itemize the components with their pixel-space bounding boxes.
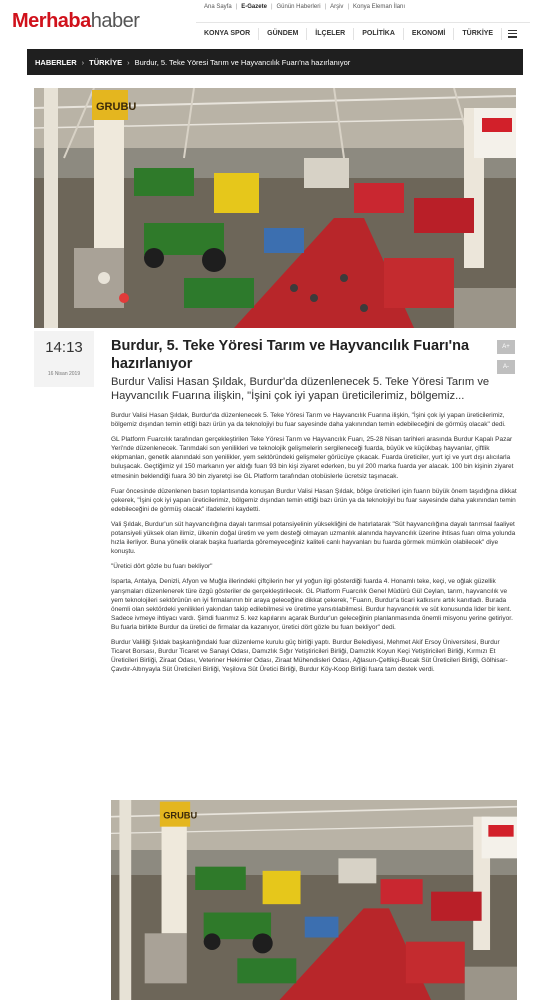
- toplink-home[interactable]: Ana Sayfa: [204, 4, 232, 10]
- logo-part-2: haber: [90, 10, 140, 32]
- nav-turkiye[interactable]: TÜRKİYE: [454, 28, 502, 40]
- logo-part-1: Merhaba: [12, 10, 91, 32]
- nav-gundem[interactable]: GÜNDEM: [259, 28, 307, 40]
- article-paragraph: Fuar öncesinde düzenlenen basın toplantısında konuşan Burdur Valisi Hasan Şıldak, bölge üreticileri için fuarın büyük önem taşıdığına dikkat çekerek, "İşini çok iyi yapan üreticilerimiz, bölgemiz dışından temin ettiği bazı ürün ya da teknolojiyi bu fuar sayesinde daha yakınından temin edebileceğini de görmüş olacak" ifadelerini kaydetti.: [111, 487, 517, 513]
- breadcrumb-section[interactable]: TÜRKİYE: [89, 57, 123, 67]
- site-logo[interactable]: [12, 10, 139, 33]
- fair-photo: [34, 88, 516, 328]
- article-body: [111, 411, 517, 680]
- publish-time-box: [34, 331, 94, 387]
- article-paragraph: Burdur Valisi Hasan Şıldak, Burdur'da düzenlenecek 5. Teke Yöresi Tarım ve Hayvancılık Fuarına ilişkin, "İşini çok iyi yapan üreticilerimiz, bölgemiz dışından temin ettiği bazı ürün ya da teknolojiyi bu fuar sayesinde daha yakınından temin edebileceğini de görmüş olacak" dedi.: [111, 412, 506, 429]
- separator: |: [324, 4, 327, 10]
- nav-konya-spor[interactable]: KONYA SPOR: [196, 28, 259, 40]
- toplink-archive[interactable]: Arşiv: [330, 4, 344, 10]
- top-links: [204, 4, 409, 10]
- hamburger-menu-icon[interactable]: [508, 30, 517, 38]
- nav-ekonomi[interactable]: EKONOMİ: [404, 28, 454, 40]
- banner-text: GRUBU: [96, 101, 137, 113]
- chevron-right-icon: ›: [81, 57, 85, 67]
- chevron-right-icon: ›: [127, 57, 130, 67]
- breadcrumb-current: Burdur, 5. Teke Yöresi Tarım ve Hayvancılık Fuarı'na hazırlanıyor: [134, 57, 351, 67]
- hero-image: [34, 88, 516, 328]
- publish-time: 14:13: [45, 339, 83, 356]
- separator: |: [270, 4, 273, 10]
- font-decrease-button[interactable]: A-: [497, 360, 515, 374]
- article-paragraph: GL Platform Fuarcılık tarafından gerçekleştirilen Teke Yöresi Tarım ve Hayvancılık Fuarı, 25-28 Nisan tarihleri arasında Burdur Kapalı Pazar Yeri'nde düzenlenecek. Tarımdaki son yenilikleri ve teknolojik gelişmelerin sergileneceği fuarda, büyük ve küçükbaş hayvanlar, çiftlik ekipmanları, genetik alanındaki son yenilikler, yem sektöründeki gelişmeler görücüye çıkacak. Fuarda üreticiler, yurt içi ve yurt dışı alıcılarla buluşacak. Geçtiğimiz yıl 150 markanın yer aldığı fuarı 93 bin kişi ziyaret ederken, bu yıl 200 marka fuarda yer alacak. 100 bin kişinin ziyaret etmesinin beklendiği fuara 30 bin ziyaretçi ise GL Platform tarafından otobüslerle ücretsiz taşınacak.: [111, 436, 514, 480]
- toplink-job-ads[interactable]: Konya Eleman İlanı: [353, 4, 406, 10]
- banner-text: GRUBU: [163, 810, 198, 821]
- fair-photo: [111, 800, 517, 1000]
- article-image: [111, 800, 517, 1000]
- main-nav: [196, 22, 530, 44]
- article-spot: Burdur Valisi Hasan Şıldak, Burdur'da düzenlenecek 5. Teke Yöresi Tarım ve Hayvancılık Fuarına ilişkin, "İşini çok iyi yapan üreticilerimiz, bölgemiz...: [111, 376, 490, 402]
- article-title: Burdur, 5. Teke Yöresi Tarım ve Hayvancılık Fuarı'na hazırlanıyor: [111, 338, 470, 372]
- font-size-controls: [497, 340, 515, 380]
- nav-ilceler[interactable]: İLÇELER: [307, 28, 354, 40]
- separator: |: [347, 4, 349, 10]
- nav-politika[interactable]: POLİTİKA: [354, 28, 404, 40]
- article-paragraph: Vali Şıldak, Burdur'un süt hayvancılığına dayalı tarımsal potansiyelinin yüksekliğini de hatırlatarak "Süt hayvancılığına dayalı tarımsal faaliyet potansiyeli yüksek olan ilimiz, ülkenin doğal üretim ve yem desteği olmayan uzmanlık alanında hayvancılık üzerine ihtisas fuarı olma yolunda hızla ilerliyor. Buna yönelik olarak başka fuarlarda göremeyeceğiniz kaliteli canlı hayvanları bu fuarda görmek mümkün olabilecek" diye konuştu.: [111, 520, 516, 556]
- separator: |: [235, 4, 238, 10]
- breadcrumb-home[interactable]: HABERLER: [35, 57, 77, 67]
- breadcrumb: [27, 49, 523, 75]
- font-increase-button[interactable]: A+: [497, 340, 515, 354]
- article-paragraph: Isparta, Antalya, Denizli, Afyon ve Muğla illerindeki çiftçilerin her yıl yoğun ilgi gösterdiği fuarda 4. Honamlı teke, keçi, ve oğlak güzellik yarışmaları düzenlenerek türe özgü gösteriler de gerçekleştirilecek. GL Platform Fuarcılık Genel Müdürü Gül Ceylan, tarım, hayvancılık ve yem teknolojileri sektörünün en iyi firmalarının bir araya geleceğine dikkat çekerek, "Fuarın, Burdur'a ticari katkısını artık kanıtladı. Burada önemli olan sektördeki yenilikleri yakından takip edilebilmesi ve üretime yansıtılabilmesi. Burdur hayvancılık ve süt konusunda lider bir kent. Sadece ivmeye ihtiyacı vardı. Şimdi fuarımız 5. kez kapılarını açarak Burdur'un geleceğinin planlanmasında önemli misyonu yerine getiriyor. Bu fuarla birlikte Burdur da üretici de firmalar da kazanıyor, üretici dört gözle bu fuarı bekliyor" dedi.: [111, 578, 513, 631]
- article-subheading: "Üretici dört gözle bu fuarı bekliyor": [111, 563, 213, 571]
- toplink-daily-news[interactable]: Günün Haberleri: [276, 4, 321, 10]
- site-header: [0, 0, 534, 48]
- article-paragraph: Burdur Valiliği Şıldak başkanlığındaki fuar düzenleme kurulu güç birliği yaptı. Burdur Belediyesi, Mehmet Akif Ersoy Üniversitesi, Burdur Ticaret Borsası, Burdur Ticaret ve Sanayi Odası, Damızlık Sığır Yetiştiricileri Birliği, Damızlık Koyun Keçi Yetiştiricileri Birliği, Kırmızı Et Üreticileri Birliği, Ziraat Odası, Veteriner Hekimler Odası, Ziraat Mühendisleri Odası, Ağlasun-Çeltikçi-Bucak Süt Üreticileri Birliği, Gölhisar-Çavdır-Altınyayla Süt Üreticileri Birliği, Yeşilova Süt Üretici Birliği, Burdur Köy-Koop Birliği fuara tam destek verdi.: [111, 638, 508, 674]
- publish-date: 16 Nisan 2019: [47, 371, 81, 377]
- toplink-egazete[interactable]: E-Gazete: [241, 4, 267, 10]
